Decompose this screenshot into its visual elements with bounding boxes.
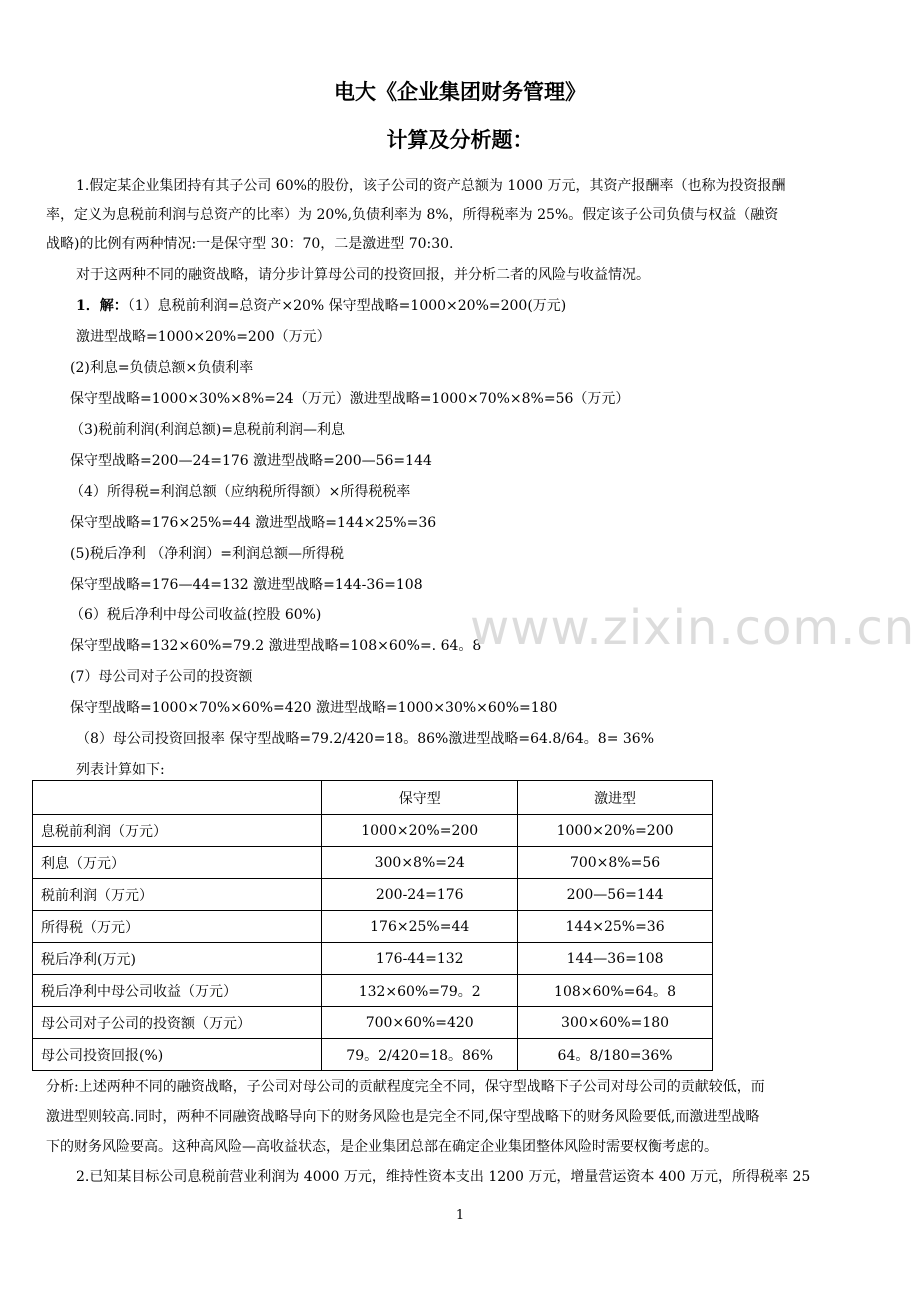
table-cell: 1000×20%=200 xyxy=(518,815,713,847)
table-cell: 64。8/180=36% xyxy=(518,1039,713,1071)
solution-line: 保守型战略=132×60%=79.2 激进型战略=108×60%=. 64。8 xyxy=(70,638,482,654)
table-cell: 税前利润（万元） xyxy=(33,879,322,911)
table-cell: 母公司投资回报(%) xyxy=(33,1039,322,1071)
table-row xyxy=(33,943,713,975)
document-title: 电大《企业集团财务管理》 xyxy=(334,79,586,104)
table-cell: 700×8%=56 xyxy=(518,847,713,879)
table-cell: 200-24=176 xyxy=(322,879,518,911)
watermark: www.zixin.com.cn xyxy=(470,600,916,656)
calculation-table xyxy=(32,780,713,1071)
table-header-cell: 激进型 xyxy=(518,781,713,815)
document-subtitle: 计算及分析题： xyxy=(386,127,534,152)
solution-line: 列表计算如下: xyxy=(76,762,165,778)
solution-line: 保守型战略=176—44=132 激进型战略=144-36=108 xyxy=(70,577,423,593)
table-row xyxy=(33,1039,713,1071)
table-cell: 700×60%=420 xyxy=(322,1007,518,1039)
table-cell: 1000×20%=200 xyxy=(322,815,518,847)
solution-label: 1．解： xyxy=(76,298,128,314)
table-cell: 税后净利(万元) xyxy=(33,943,322,975)
table-row xyxy=(33,847,713,879)
solution-line: 保守型战略=1000×70%×60%=420 激进型战略=1000×30%×60%=180 xyxy=(70,700,558,716)
table-cell: 300×60%=180 xyxy=(518,1007,713,1039)
question1-line: 1.假定某企业集团持有其子公司 60%的股份，该子公司的资产总额为 1000 万元，其资产报酬率（也称为投资报酬 xyxy=(76,178,786,194)
table-header-cell xyxy=(33,781,322,815)
analysis-line: 下的财务风险要高。这种高风险—高收益状态，是企业集团总部在确定企业集团整体风险时需要权衡考虑的。 xyxy=(46,1139,718,1155)
solution-line: （8）母公司投资回报率 保守型战略=79.2/420=18。86%激进型战略=64.8/64。8= 36% xyxy=(76,731,654,747)
solution-line: （4）所得税=利润总额（应纳税所得额）×所得税税率 xyxy=(70,484,411,500)
solution-line: (5)税后净利 （净利润）=利润总额—所得税 xyxy=(70,546,345,562)
question2-line: 2.已知某目标公司息税前营业利润为 4000 万元，维持性资本支出 1200 万元，增量营运资本 400 万元，所得税率 25 xyxy=(76,1169,811,1185)
table-cell: 税后净利中母公司收益（万元） xyxy=(33,975,322,1007)
table-cell: 79。2/420=18。86% xyxy=(322,1039,518,1071)
table-cell: 所得税（万元） xyxy=(33,911,322,943)
page-number: 1 xyxy=(455,1208,465,1223)
table-row xyxy=(33,879,713,911)
question1-line: 战略)的比例有两种情况:一是保守型 30：70，二是激进型 70:30. xyxy=(46,236,454,252)
solution-line: (7）母公司对子公司的投资额 xyxy=(70,669,253,685)
table-cell: 144—36=108 xyxy=(518,943,713,975)
analysis-line: 激进型则较高.同时，两种不同融资战略导向下的财务风险也是完全不同,保守型战略下的财务风险要低,而激进型战略 xyxy=(46,1109,760,1125)
table-cell: 176×25%=44 xyxy=(322,911,518,943)
table-cell: 144×25%=36 xyxy=(518,911,713,943)
analysis-line: 分析:上述两种不同的融资战略，子公司对母公司的贡献程度完全不同，保守型战略下子公司对母公司的贡献较低，而 xyxy=(46,1079,765,1095)
solution-heading-line xyxy=(76,296,566,316)
solution-line: 激进型战略=1000×20%=200（万元） xyxy=(76,329,331,345)
table-cell: 300×8%=24 xyxy=(322,847,518,879)
table-cell: 132×60%=79。2 xyxy=(322,975,518,1007)
table-cell: 母公司对子公司的投资额（万元） xyxy=(33,1007,322,1039)
table-row xyxy=(33,911,713,943)
question1-line: 对于这两种不同的融资战略，请分步计算母公司的投资回报，并分析二者的风险与收益情况。 xyxy=(76,267,650,283)
solution-line: (2)利息=负债总额×负债利率 xyxy=(70,360,254,376)
solution-line: （6）税后净利中母公司收益(控股 60%) xyxy=(70,607,322,623)
table-cell: 176-44=132 xyxy=(322,943,518,975)
table-header-cell: 保守型 xyxy=(322,781,518,815)
solution-line: 保守型战略=1000×30%×8%=24（万元）激进型战略=1000×70%×8%=56（万元） xyxy=(70,391,630,407)
solution-step1: （1）息税前利润=总资产×20% 保守型战略=1000×20%=200(万元) xyxy=(127,298,567,314)
solution-line: 保守型战略=200—24=176 激进型战略=200—56=144 xyxy=(70,453,432,469)
question1-line: 率，定义为息税前利润与总资产的比率）为 20%,负债利率为 8%，所得税率为 25%。假定该子公司负债与权益（融资 xyxy=(46,207,779,223)
table-row xyxy=(33,975,713,1007)
table-header-row xyxy=(33,781,713,815)
solution-line: 保守型战略=176×25%=44 激进型战略=144×25%=36 xyxy=(70,515,437,531)
table-cell: 200—56=144 xyxy=(518,879,713,911)
table-cell: 利息（万元） xyxy=(33,847,322,879)
table-row xyxy=(33,815,713,847)
solution-line: （3)税前利润(利润总额)=息税前利润—利息 xyxy=(70,422,346,438)
table-cell: 108×60%=64。8 xyxy=(518,975,713,1007)
table-row xyxy=(33,1007,713,1039)
table-cell: 息税前利润（万元） xyxy=(33,815,322,847)
